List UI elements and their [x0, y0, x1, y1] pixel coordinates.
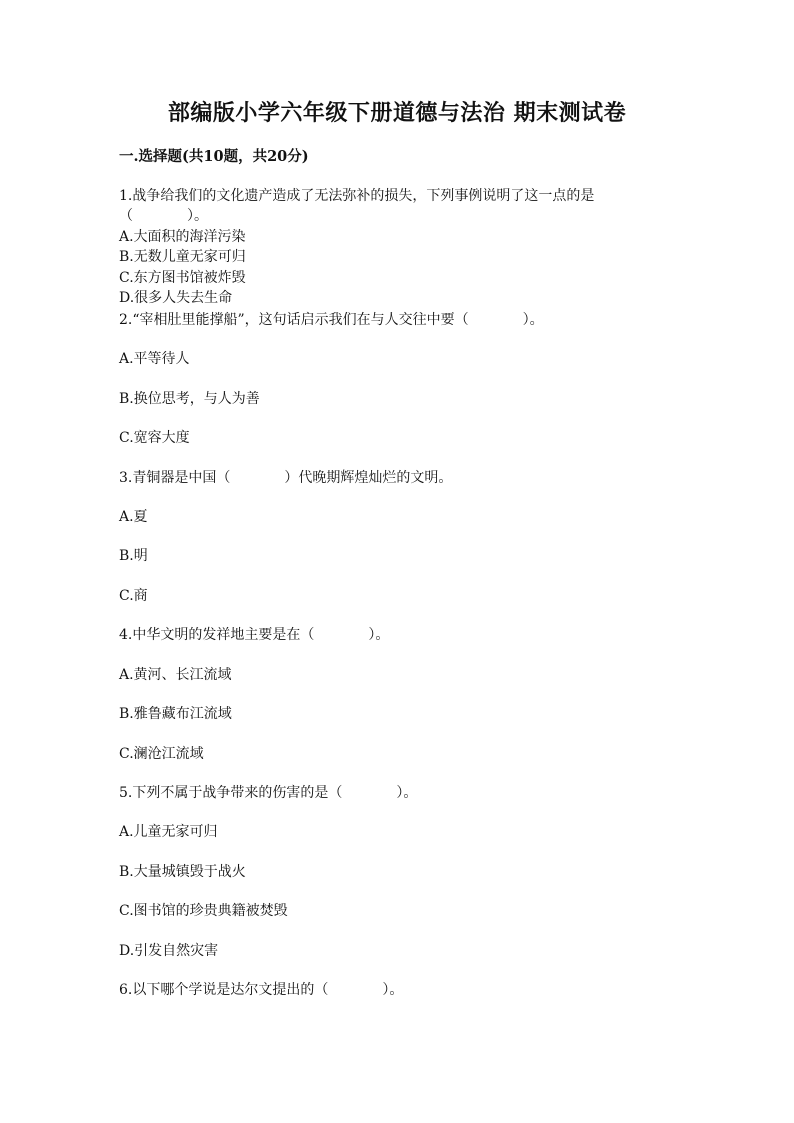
question-1-option-b: B.无数儿童无家可归: [119, 249, 246, 265]
question-4-stem-pre: 4.中华文明的发祥地主要是在（: [119, 627, 315, 643]
question-1-option-c: C.东方图书馆被炸毁: [119, 270, 246, 286]
question-2-stem-post: ）。: [522, 312, 544, 328]
question-5-option-d: D.引发自然灾害: [119, 943, 219, 959]
question-4-option-c: C.澜沧江流域: [119, 746, 204, 762]
question-4-option-a: A.黄河、长江流域: [119, 667, 232, 683]
question-4-stem: [119, 625, 389, 645]
question-3-option-c: C.商: [119, 588, 148, 604]
question-5-option-c: C.图书馆的珍贵典籍被焚毁: [119, 903, 288, 919]
question-1-stem-cont: [119, 206, 208, 226]
question-1-option-a: A.大面积的海洋污染: [119, 229, 246, 245]
question-5-stem-post: ）。: [396, 785, 418, 801]
question-6-stem-post: ）。: [382, 982, 404, 998]
page-title: 部编版小学六年级下册道德与法治 期末测试卷: [167, 100, 627, 126]
question-3-stem: [119, 468, 452, 488]
close-paren: ）。: [187, 208, 208, 224]
open-paren: （: [119, 208, 133, 224]
question-3-option-b: B.明: [119, 548, 148, 564]
question-4-stem-post: ）。: [368, 627, 390, 643]
question-5-stem: [119, 783, 417, 803]
question-1-option-d: D.很多人失去生命: [119, 290, 233, 306]
question-3-stem-pre: 3.青铜器是中国（: [119, 470, 231, 486]
section-heading: 一.选择题(共10题，共20分): [119, 148, 309, 165]
question-3-stem-post: ）代晚期辉煌灿烂的文明。: [284, 470, 453, 486]
question-2-option-a: A.平等待人: [119, 351, 190, 367]
question-3-option-a: A.夏: [119, 509, 148, 525]
question-5-option-b: B.大量城镇毁于战火: [119, 864, 246, 880]
question-5-option-a: A.儿童无家可归: [119, 824, 218, 840]
question-6-stem: [119, 980, 403, 1000]
question-5-stem-pre: 5.下列不属于战争带来的伤害的是（: [119, 785, 343, 801]
question-6-stem-pre: 6.以下哪个学说是达尔文提出的（: [119, 982, 329, 998]
question-2-stem: [119, 310, 544, 330]
question-4-option-b: B.雅鲁藏布江流域: [119, 706, 232, 722]
question-2-stem-pre: 2.“宰相肚里能撑船”，这句话启示我们在与人交往中要（: [119, 312, 469, 328]
question-2-option-c: C.宽容大度: [119, 430, 190, 446]
question-1-stem: 1.战争给我们的文化遗产造成了无法弥补的损失，下列事例说明了这一点的是: [119, 188, 595, 204]
question-2-option-b: B.换位思考，与人为善: [119, 391, 260, 407]
